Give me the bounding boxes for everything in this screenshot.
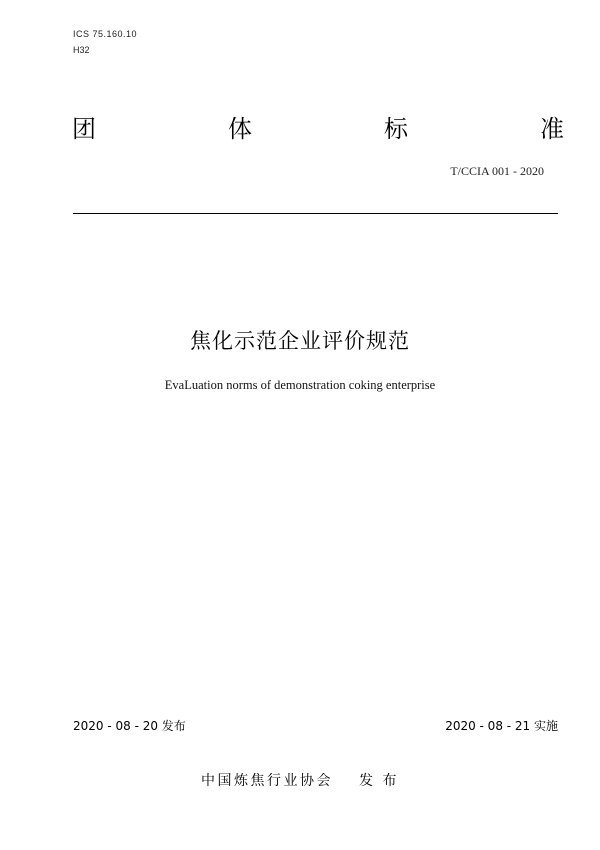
- issuer-name: 中国炼焦行业协会: [201, 773, 334, 789]
- category-code: H32: [73, 45, 90, 55]
- standard-type-char: 标: [384, 115, 408, 143]
- standard-type-char: 准: [540, 115, 564, 143]
- title-english: EvaLuation norms of demonstration coking enterprise: [164, 378, 436, 392]
- implementation-date: 2020 - 08 - 21 实施: [445, 719, 558, 733]
- issuer-action: 发 布: [359, 773, 399, 789]
- issuer-line: [0, 771, 600, 791]
- title-chinese: 焦化示范企业评价规范: [190, 329, 410, 353]
- header-divider: [73, 213, 558, 214]
- ics-code: ICS 75.160.10: [73, 29, 138, 39]
- standard-type-char: 团: [72, 115, 96, 143]
- standard-number: T/CCIA 001 - 2020: [450, 164, 544, 178]
- standard-type-heading: [72, 114, 564, 144]
- issue-date: 2020 - 08 - 20 发布: [73, 719, 186, 733]
- standard-type-char: 体: [228, 115, 252, 143]
